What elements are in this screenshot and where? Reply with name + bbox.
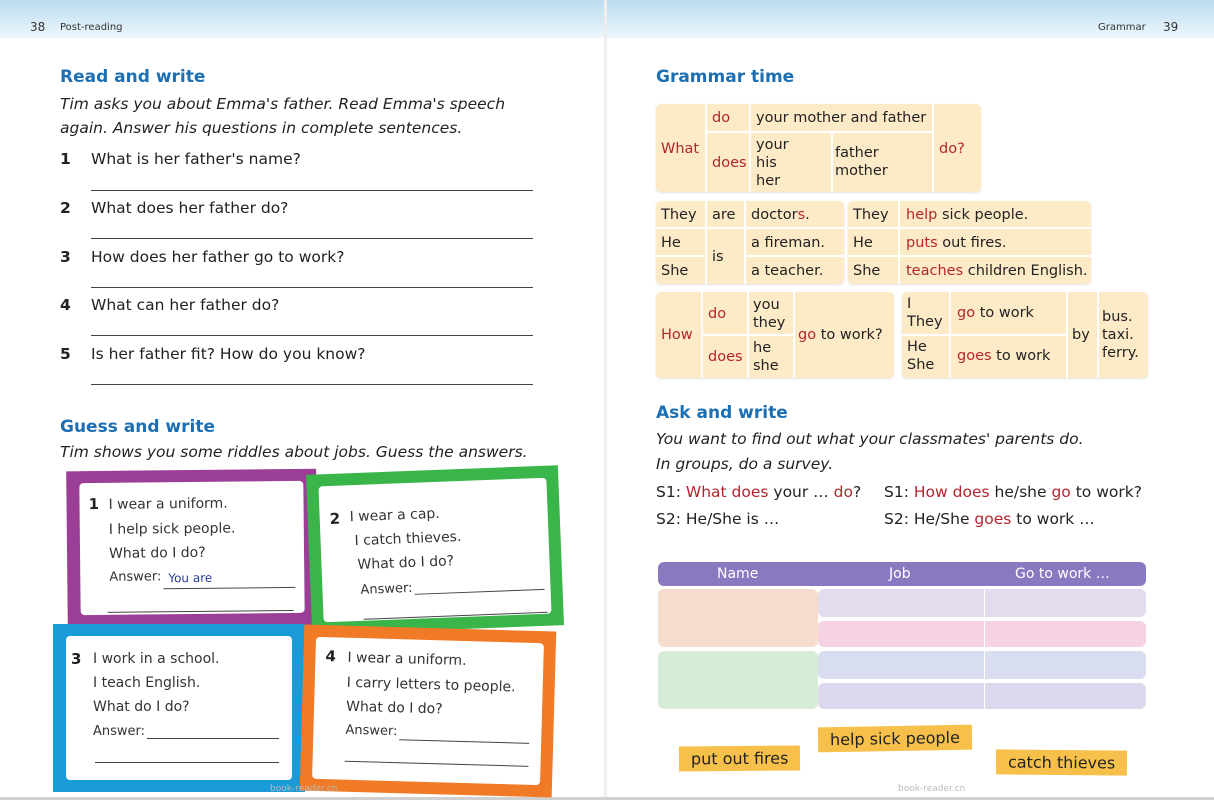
- card-number: 1: [88, 494, 100, 514]
- watermark: book-reader.cn: [898, 784, 966, 794]
- dialogue-s1-how: S1: How does he/she go to work?: [884, 483, 1142, 501]
- grammar-word-do: do: [712, 110, 731, 126]
- survey-header-name: Name: [717, 566, 759, 582]
- right-page-header: [607, 0, 1214, 38]
- grammar-word-by: by: [1072, 327, 1090, 343]
- grammar-puts-out-fires: puts out fires.: [906, 235, 1007, 251]
- grammar-word-they: they: [753, 315, 786, 331]
- book-spine: [604, 0, 607, 800]
- grammar-goes-to-work: goes to work: [957, 348, 1051, 364]
- card-line-3: What do I do?: [345, 698, 443, 718]
- phrase-tag-catch-thieves: catch thieves: [996, 749, 1127, 775]
- grammar-word-do-question: do?: [939, 141, 965, 157]
- grammar-go-to-work: go to work: [957, 305, 1034, 321]
- question-number: 5: [60, 345, 71, 363]
- question-text: What can her father do?: [91, 296, 280, 314]
- grammar-word-he: he: [753, 340, 772, 356]
- card-number: 3: [71, 650, 82, 668]
- grammar-word-she: she: [753, 358, 779, 374]
- riddle-card-1: [66, 469, 318, 630]
- right-page-number: 39: [1163, 20, 1179, 34]
- card-line-3: What do I do?: [357, 553, 455, 573]
- question-number: 4: [60, 296, 71, 314]
- survey-column-divider: [984, 589, 985, 709]
- card-number: 4: [325, 647, 337, 666]
- survey-name-cell-1[interactable]: [658, 589, 818, 647]
- answer-line-3[interactable]: [91, 287, 533, 288]
- grammar-word-they: They: [907, 314, 943, 330]
- survey-header-go-to-work: Go to work …: [1015, 566, 1110, 582]
- survey-name-cell-2[interactable]: [658, 651, 818, 709]
- grammar-pronoun-they: They: [853, 207, 889, 223]
- grammar-pronoun-he: He: [661, 235, 681, 251]
- question-number: 1: [60, 150, 71, 168]
- phrase-tag-put-out-fires: put out fires: [679, 745, 801, 771]
- card-line-1: I wear a uniform.: [347, 649, 467, 670]
- dialogue-s2-goes: S2: He/She goes to work …: [884, 510, 1095, 528]
- grammar-table-go-by: [902, 292, 1148, 378]
- grammar-teaches-children-english: teaches children English.: [906, 263, 1088, 279]
- grammar-table-how-go: [656, 292, 894, 378]
- watermark: book-reader.cn: [270, 784, 338, 794]
- handwritten-answer: You are: [168, 570, 213, 586]
- grammar-word-ferry: ferry.: [1102, 345, 1139, 361]
- ask-write-instruction-2: In groups, do a survey.: [656, 455, 834, 473]
- grammar-a-teacher: a teacher.: [751, 263, 824, 279]
- grammar-word-he: He: [907, 339, 927, 355]
- card-number: 2: [329, 509, 341, 529]
- riddle-card-2: [306, 465, 564, 635]
- riddle-card-4: [300, 625, 557, 798]
- right-section-label: Grammar: [1098, 22, 1146, 33]
- grammar-word-mother: mother: [835, 163, 888, 179]
- answer-label: Answer:: [93, 724, 146, 739]
- left-section-label: Post-reading: [60, 22, 123, 33]
- grammar-word-her: her: [756, 173, 781, 189]
- answer-label: Answer:: [360, 580, 413, 598]
- grammar-your-mother-father: your mother and father: [756, 110, 927, 126]
- card-line-3: What do I do?: [93, 699, 190, 715]
- grammar-word-his: his: [756, 155, 777, 171]
- card-line-2: I carry letters to people.: [346, 674, 516, 696]
- grammar-doctors: doctors.: [751, 207, 810, 223]
- survey-row-2a[interactable]: [818, 651, 1146, 679]
- answer-line[interactable]: [147, 738, 279, 739]
- grammar-word-is: is: [712, 249, 724, 265]
- question-text: What does her father do?: [91, 199, 289, 217]
- grammar-word-she: She: [907, 357, 935, 373]
- question-text: Is her father fit? How do you know?: [91, 345, 366, 363]
- grammar-word-how: How: [661, 327, 693, 343]
- grammar-pronoun-she: She: [661, 263, 689, 279]
- card-line-3: What do I do?: [108, 544, 206, 562]
- guess-write-instruction: Tim shows you some riddles about jobs. Guess the answers.: [60, 443, 528, 461]
- survey-header-job: Job: [889, 566, 911, 582]
- grammar-word-do: do: [708, 306, 727, 322]
- grammar-pronoun-they: They: [661, 207, 697, 223]
- card-line-2: I teach English.: [93, 675, 201, 691]
- card-line-1: I work in a school.: [93, 651, 220, 667]
- answer-line-2[interactable]: [91, 238, 533, 239]
- survey-table-header: [658, 562, 1146, 586]
- grammar-table-job-verb: [848, 201, 1091, 284]
- grammar-table-what-do: [656, 104, 981, 192]
- question-text: What is her father's name?: [91, 150, 301, 168]
- grammar-word-you: you: [753, 297, 780, 313]
- card-line-1: I wear a cap.: [349, 505, 440, 526]
- guess-write-title: Guess and write: [60, 417, 215, 437]
- card-line-2: I catch thieves.: [354, 528, 462, 550]
- grammar-word-bus: bus.: [1102, 309, 1133, 325]
- riddle-card-3: [53, 624, 305, 792]
- grammar-a-fireman: a fireman.: [751, 235, 826, 251]
- grammar-word-does: does: [708, 349, 743, 365]
- answer-line-5[interactable]: [91, 384, 533, 385]
- read-write-instruction-1: Tim asks you about Emma's father. Read Emma's speech: [60, 95, 506, 113]
- card-line-1: I wear a uniform.: [108, 495, 228, 513]
- card-inner: [318, 478, 551, 623]
- survey-row-1a[interactable]: [818, 589, 1146, 617]
- grammar-pronoun-he: He: [853, 235, 873, 251]
- grammar-go-to-work-q: go to work?: [798, 327, 883, 343]
- question-number: 3: [60, 248, 71, 266]
- card-line-2: I help sick people.: [108, 520, 236, 538]
- question-number: 2: [60, 199, 71, 217]
- grammar-word-what: What: [661, 141, 700, 157]
- grammar-help-sick-people: help sick people.: [906, 207, 1029, 223]
- answer-label: Answer:: [109, 569, 162, 585]
- left-page-number: 38: [30, 20, 46, 34]
- grammar-time-title: Grammar time: [656, 67, 795, 87]
- grammar-word-taxi: taxi.: [1102, 327, 1134, 343]
- answer-label: Answer:: [345, 722, 398, 740]
- question-text: How does her father go to work?: [91, 248, 345, 266]
- dialogue-s1-what: S1: What does your … do?: [656, 483, 862, 501]
- ask-write-title: Ask and write: [656, 403, 788, 423]
- left-page-header: [0, 0, 604, 38]
- grammar-word-your: your: [756, 137, 789, 153]
- survey-row-1b[interactable]: [818, 621, 1146, 647]
- answer-line-1[interactable]: [91, 190, 533, 191]
- grammar-word-does: does: [712, 155, 747, 171]
- grammar-word-are: are: [712, 207, 736, 223]
- grammar-word-i: I: [907, 296, 912, 312]
- answer-line[interactable]: [95, 762, 279, 763]
- read-write-instruction-2: again. Answer his questions in complete sentences.: [60, 119, 463, 137]
- read-write-title: Read and write: [60, 67, 206, 87]
- phrase-tag-help-sick-people: help sick people: [818, 725, 972, 753]
- dialogue-s2-job: S2: He/She is …: [656, 510, 780, 528]
- answer-line-4[interactable]: [91, 335, 533, 336]
- survey-row-2b[interactable]: [818, 683, 1146, 709]
- ask-write-instruction-1: You want to find out what your classmates' parents do.: [656, 430, 1084, 448]
- grammar-table-job-be: [656, 201, 844, 284]
- grammar-pronoun-she: She: [853, 263, 881, 279]
- grammar-word-father: father: [835, 145, 879, 161]
